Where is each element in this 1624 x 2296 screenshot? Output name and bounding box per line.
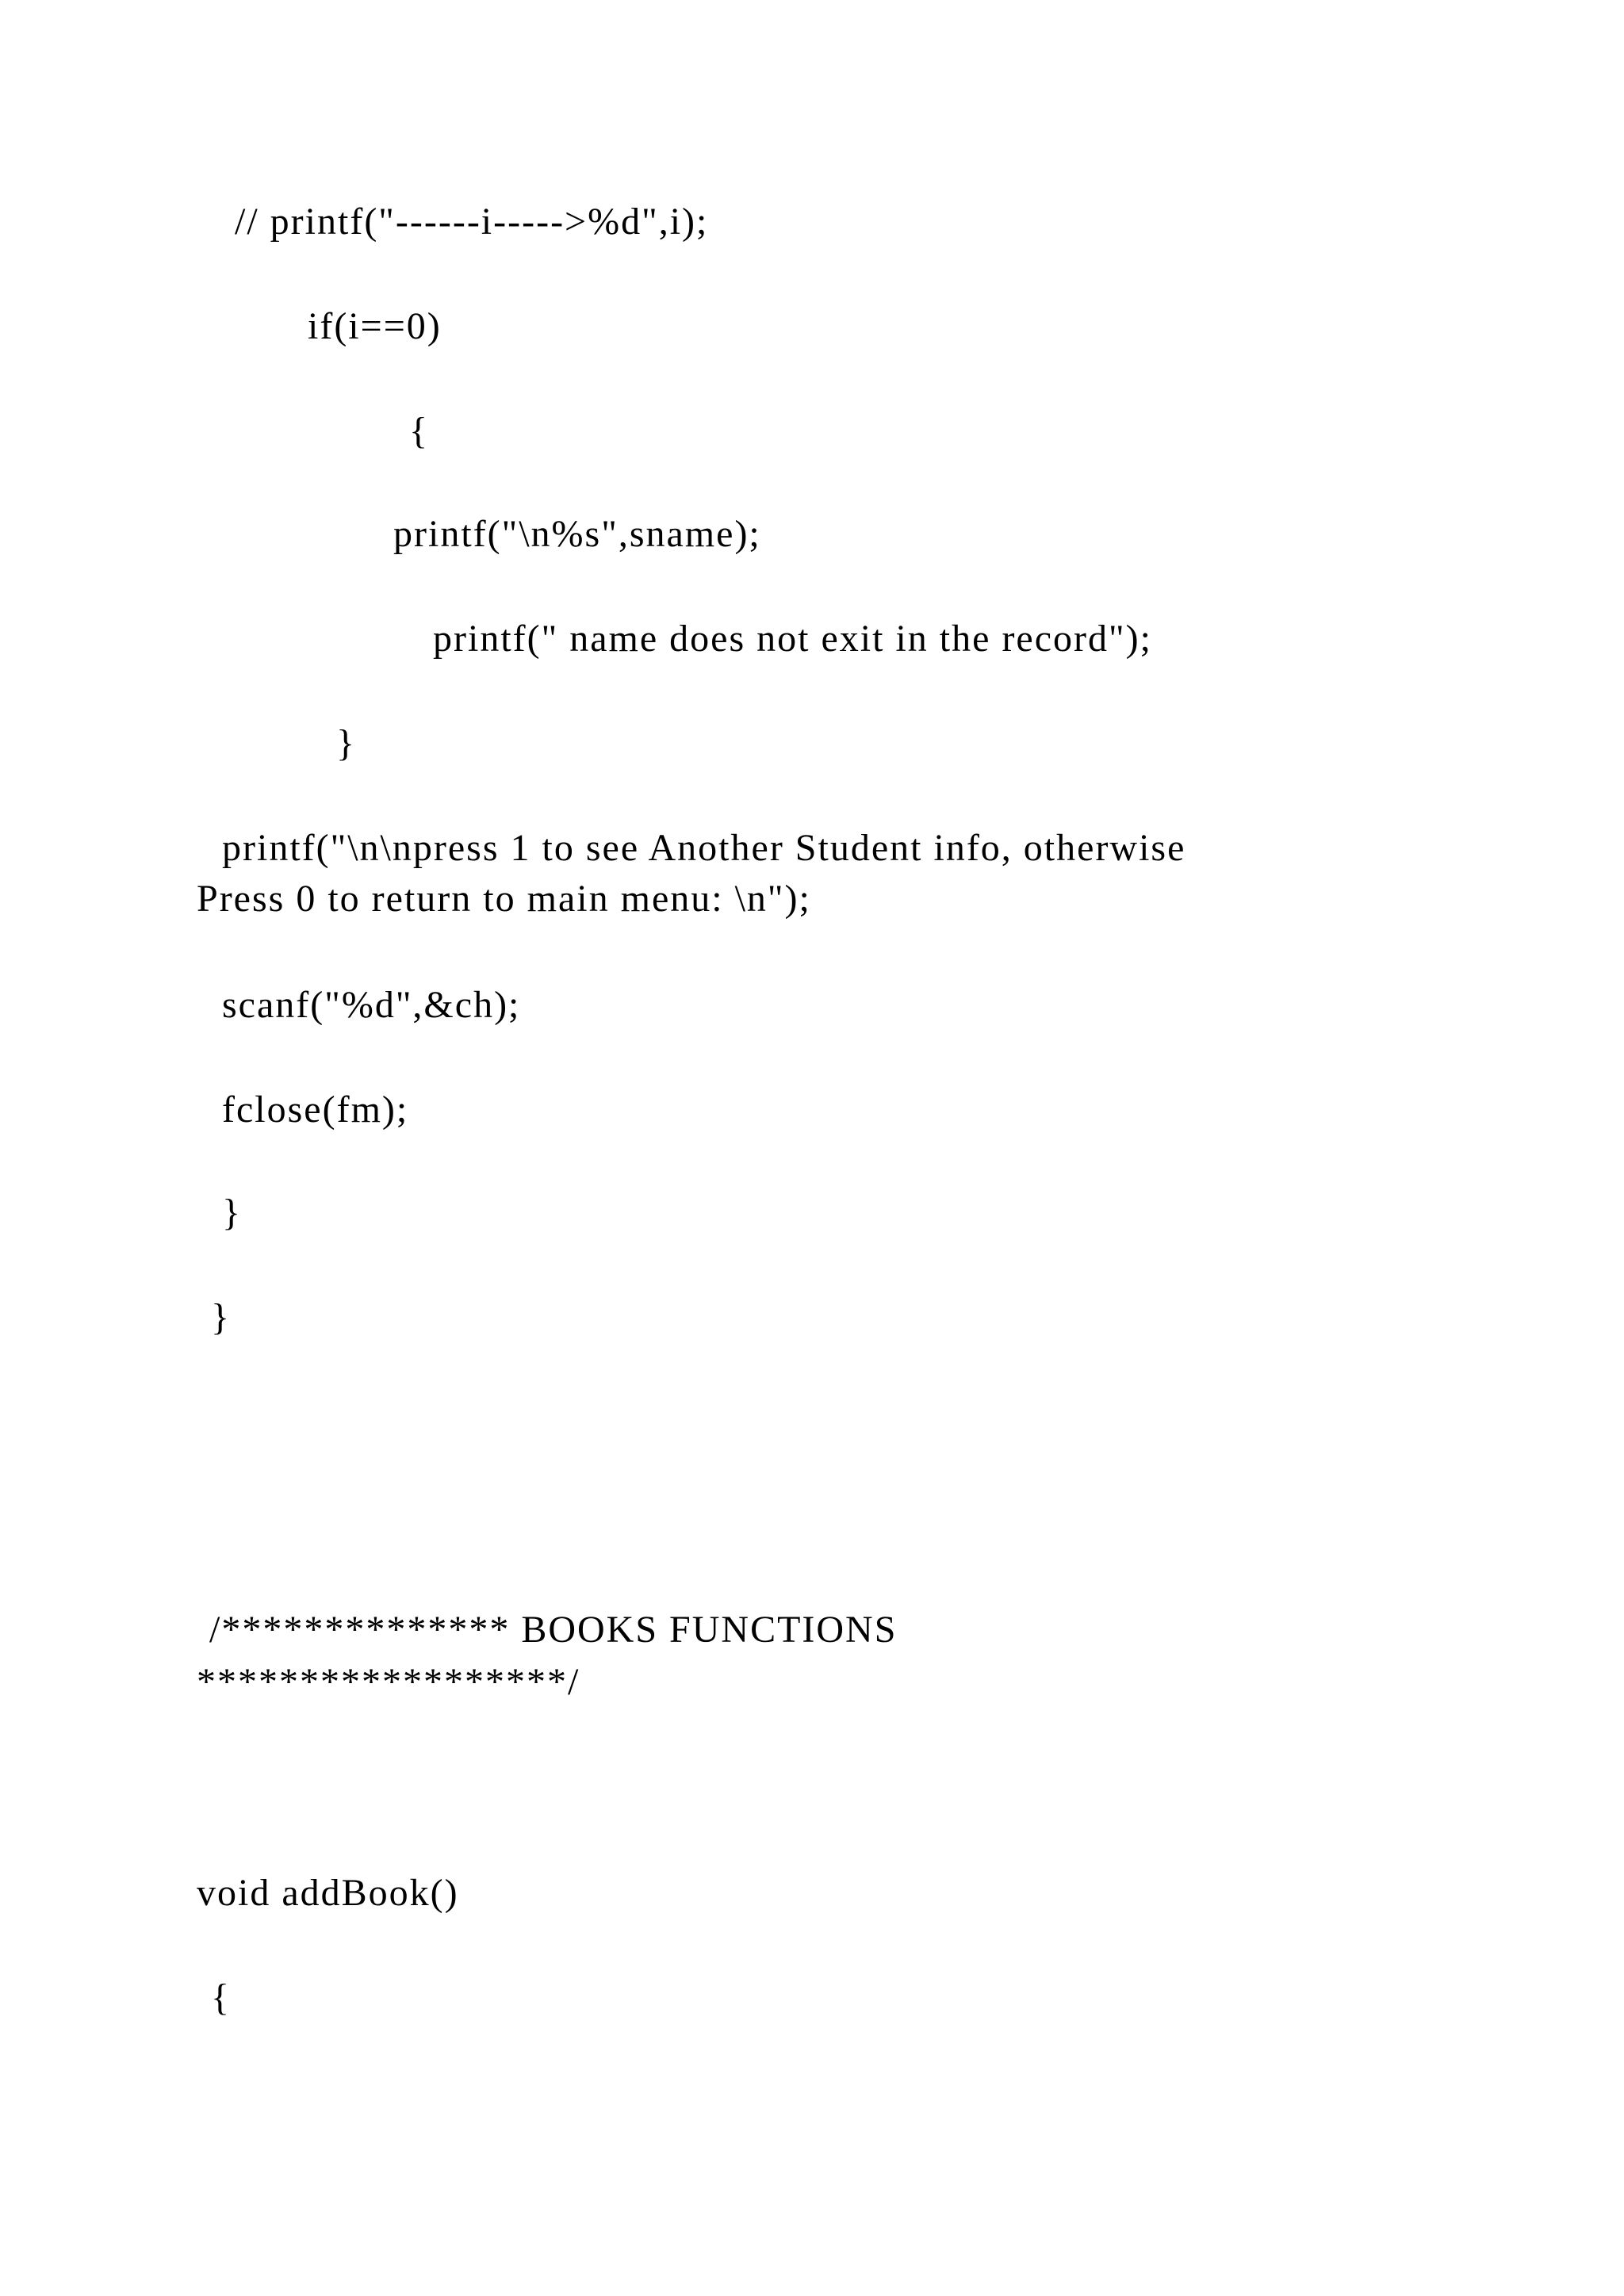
code-line-books-comment-start: /************** BOOKS FUNCTIONS — [209, 1609, 898, 1651]
code-line-if: if(i==0) — [308, 305, 442, 347]
code-line-close-brace-inner: } — [222, 1192, 243, 1234]
code-line-printf-not-exist: printf(" name does not exit in the record"); — [433, 618, 1152, 660]
code-line-printf-sname: printf("\n%s",sname); — [393, 513, 761, 555]
code-line-printf-press-1: printf("\n\npress 1 to see Another Student info, otherwise — [222, 827, 1186, 869]
code-line-open-brace: { — [409, 410, 430, 452]
code-line-close-brace-outer: } — [211, 1296, 232, 1338]
code-line-fclose: fclose(fm); — [222, 1089, 409, 1131]
code-line-addbook-open-brace: { — [211, 1976, 232, 2019]
code-line-press-0: Press 0 to return to main menu: \n"); — [197, 878, 811, 920]
code-line-void-addbook: void addBook() — [197, 1872, 459, 1914]
code-line-books-comment-end: ******************/ — [197, 1661, 580, 1703]
code-line-close-brace: } — [336, 722, 357, 764]
code-line-comment-printf: // printf("------i----->%d",i); — [235, 201, 709, 243]
code-line-scanf: scanf("%d",&ch); — [222, 984, 521, 1026]
